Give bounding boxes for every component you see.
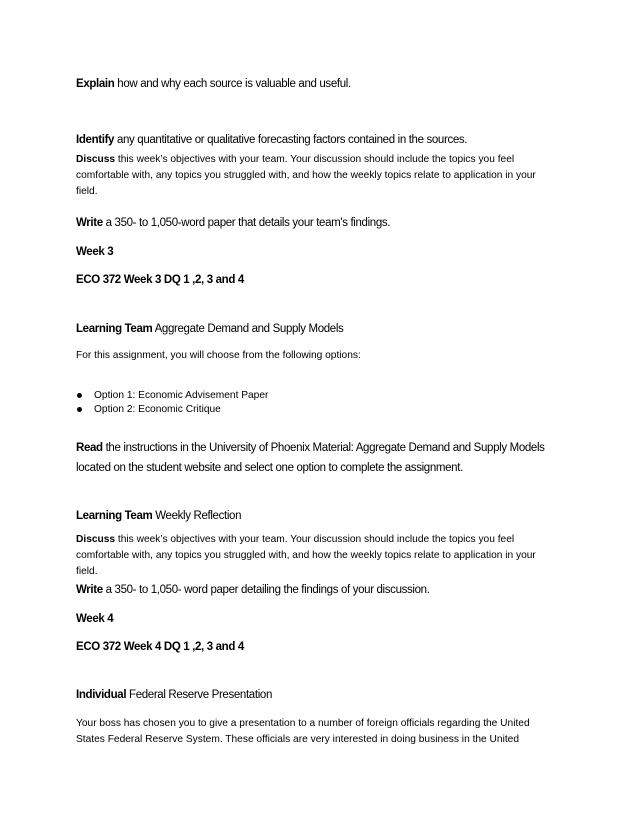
list-item: Option 2: Economic Critique — [76, 403, 268, 417]
paragraph-explain — [76, 78, 566, 90]
learning-team-text-1: Aggregate Demand and Supply Models — [152, 323, 344, 335]
learning-team-bold-1: Learning Team — [76, 323, 153, 335]
write-bold-2: Write — [76, 584, 103, 596]
paragraph-read — [76, 438, 556, 478]
identify-bold: Identify — [76, 134, 115, 146]
paragraph-discuss-2 — [76, 532, 556, 580]
paragraph-learning-team-2 — [76, 510, 566, 522]
write-text-1: a 350- to 1,050-word paper that details your team's findings. — [102, 217, 391, 229]
read-bold: Read — [76, 442, 103, 454]
heading-week-3: Week 3 — [76, 246, 114, 258]
identify-text: any quantitative or qualitative forecasting factors contained in the sources. — [114, 134, 468, 146]
discuss-bold-1: Discuss — [76, 154, 116, 165]
learning-team-bold-2: Learning Team — [76, 510, 153, 522]
heading-dq-week-3: ECO 372 Week 3 DQ 1 ,2, 3 and 4 — [76, 274, 244, 286]
heading-week-4: Week 4 — [76, 613, 114, 625]
write-text-2: a 350- to 1,050- word paper detailing the findings of your discussion. — [102, 584, 430, 596]
options-list — [76, 389, 268, 417]
paragraph-boss: Your boss has chosen you to give a presentation to a number of foreign officials regarding the United States Federal Reserve System. These officials are very interested in doing business in the United — [76, 718, 530, 745]
read-text: the instructions in the University of Phoenix Material: Aggregate Demand and Supply Models located on the student website and select one option to complete the assignment. — [76, 442, 545, 474]
bullet-icon — [77, 393, 82, 398]
discuss-text-1: this week’s objectives with your team. Your discussion should include the topics you feel comfortable with, any topics you struggled with, and how the weekly topics relate to application in your field. — [76, 154, 536, 197]
explain-text: how and why each source is valuable and useful. — [114, 78, 351, 90]
paragraph-identify — [76, 134, 566, 146]
explain-bold: Explain — [76, 78, 115, 90]
list-item: Option 1: Economic Advisement Paper — [76, 389, 268, 403]
bullet-icon — [77, 407, 82, 412]
discuss-bold-2: Discuss — [76, 534, 116, 545]
discuss-text-2: this week’s objectives with your team. Your discussion should include the topics you feel comfortable with, any topics you struggled with, and how the weekly topics relate to application in your field. — [76, 534, 536, 577]
paragraph-discuss-1 — [76, 152, 556, 200]
learning-team-text-2: Weekly Reflection — [152, 510, 242, 522]
individual-bold: Individual — [76, 689, 127, 701]
paragraph-individual — [76, 689, 566, 701]
paragraph-write-2 — [76, 584, 566, 596]
heading-dq-week-4: ECO 372 Week 4 DQ 1 ,2, 3 and 4 — [76, 641, 244, 653]
write-bold-1: Write — [76, 217, 103, 229]
paragraph-assignment-intro: For this assignment, you will choose from the following options: — [76, 350, 361, 361]
paragraph-learning-team-1 — [76, 323, 566, 335]
paragraph-write-1 — [76, 217, 566, 229]
individual-text: Federal Reserve Presentation — [126, 689, 272, 701]
